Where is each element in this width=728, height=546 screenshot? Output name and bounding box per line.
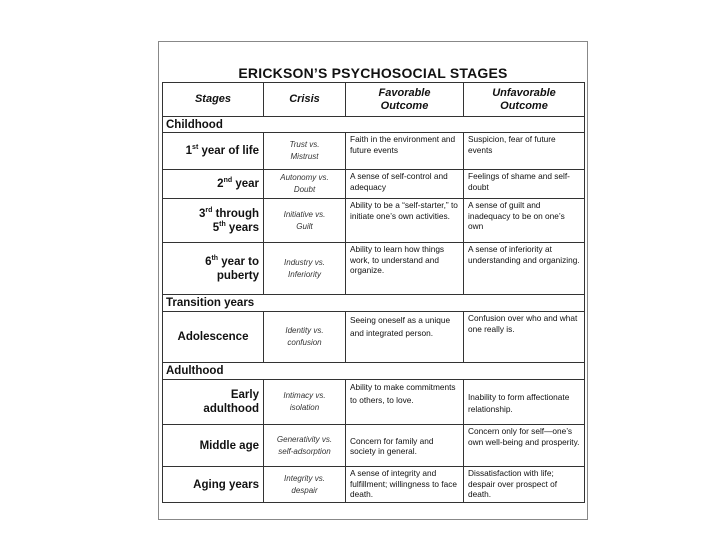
table-row	[163, 467, 585, 503]
stage-cell: Middle age	[163, 425, 264, 467]
stages-table	[162, 82, 585, 503]
favorable-cell: Ability to be a “self-starter,” to initiate one’s own activities.	[346, 199, 464, 243]
stage-line	[167, 255, 259, 269]
crisis-cell	[264, 380, 346, 425]
header-unfavorable-line1: Unfavorable	[492, 86, 556, 99]
stage-text: through	[212, 207, 259, 220]
section-adulthood: Adulthood	[163, 363, 585, 380]
favorable-cell: A sense of self-control and adequacy	[346, 170, 464, 199]
crisis-line: Inferiority	[288, 269, 321, 279]
stage-text: 1	[185, 145, 193, 157]
favorable-cell: Ability to make commitments to others, to love.	[346, 380, 464, 425]
page-title: ERICKSON’S PSYCHOSOCIAL STAGES	[238, 65, 508, 81]
stage-ordinal: th	[211, 254, 219, 262]
unfavorable-cell: Suspicion, fear of future events	[464, 133, 585, 170]
favorable-cell: A sense of integrity and fulfillment; willingness to face death.	[346, 467, 464, 503]
crisis-cell	[264, 243, 346, 295]
stage-ordinal: rd	[205, 206, 213, 214]
crisis-cell	[264, 312, 346, 363]
crisis-cell	[264, 133, 346, 170]
crisis-line: Doubt	[293, 185, 316, 194]
table-row	[163, 380, 585, 425]
crisis-line: Generativity vs.	[276, 434, 333, 444]
favorable-cell: Ability to learn how things work, to understand and organize.	[346, 243, 464, 295]
stage-text: year of life	[198, 145, 259, 157]
stage-cell: Aging years	[163, 467, 264, 503]
crisis-cell	[264, 467, 346, 503]
section-childhood: Childhood	[163, 117, 585, 133]
document-page	[158, 41, 588, 520]
crisis-line: confusion	[287, 338, 322, 347]
table-row	[163, 312, 585, 363]
stage-ordinal: nd	[223, 177, 233, 185]
header-favorable-line2: Outcome	[380, 99, 429, 112]
header-unfavorable-line2: Outcome	[500, 99, 548, 112]
unfavorable-cell: Dissatisfaction with life; despair over prospect of death.	[464, 467, 585, 503]
section-row	[163, 295, 585, 312]
stage-line: adulthood	[203, 403, 259, 415]
stage-cell	[163, 380, 264, 425]
section-row	[163, 363, 585, 380]
header-favorable-line1: Favorable	[378, 86, 431, 99]
stage-text: year	[232, 178, 259, 190]
stage-text: year to	[218, 255, 259, 268]
stage-cell	[163, 243, 264, 295]
stage-cell: Adolescence	[163, 312, 264, 363]
unfavorable-cell: Concern only for self—one’s own well-being and prosperity.	[464, 425, 585, 467]
stage-text: 5	[212, 221, 220, 234]
crisis-cell	[264, 170, 346, 199]
unfavorable-cell: A sense of inferiority at understanding and organizing.	[464, 243, 585, 295]
stage-text: years	[225, 221, 259, 234]
table-row	[163, 243, 585, 295]
crisis-line: Integrity vs.	[284, 473, 325, 483]
crisis-line: Autonomy vs.	[280, 173, 329, 182]
crisis-line: Identity vs.	[285, 326, 324, 335]
header-stages: Stages	[163, 83, 264, 117]
crisis-line: Initiative vs.	[283, 209, 326, 219]
header-unfavorable-outcome	[464, 83, 585, 117]
stage-ordinal: th	[219, 220, 226, 228]
table-row	[163, 133, 585, 170]
table-row	[163, 170, 585, 199]
stage-ordinal: st	[192, 144, 199, 152]
header-favorable-outcome	[346, 83, 464, 117]
unfavorable-cell: Inability to form affectionate relationship.	[464, 380, 585, 425]
stage-cell	[163, 199, 264, 243]
crisis-cell	[264, 199, 346, 243]
table-row	[163, 425, 585, 467]
stage-cell	[163, 170, 264, 199]
crisis-cell	[264, 425, 346, 467]
stage-cell	[163, 133, 264, 170]
crisis-line: Intimacy vs.	[283, 391, 326, 400]
favorable-cell: Faith in the environment and future events	[346, 133, 464, 170]
crisis-line: self-adsorption	[278, 446, 331, 456]
stage-line: Early	[230, 389, 259, 401]
stage-text: 2	[217, 178, 224, 190]
favorable-cell: Seeing oneself as a unique and integrated person.	[346, 312, 464, 363]
header-crisis: Crisis	[264, 83, 346, 117]
unfavorable-cell: Confusion over who and what one really is.	[464, 312, 585, 363]
unfavorable-cell: A sense of guilt and inadequacy to be on one’s own	[464, 199, 585, 243]
crisis-line: despair	[291, 485, 318, 495]
section-transition-years: Transition years	[163, 295, 585, 312]
unfavorable-cell: Feelings of shame and self-doubt	[464, 170, 585, 199]
crisis-line: Mistrust	[290, 152, 319, 161]
stage-line: puberty	[216, 269, 259, 282]
stage-line	[167, 221, 259, 235]
crisis-line: Industry vs.	[284, 257, 325, 267]
stage-text: 6	[205, 255, 212, 268]
crisis-line: isolation	[289, 403, 320, 412]
section-row	[163, 117, 585, 133]
stage-text: 3	[198, 207, 206, 220]
header-row	[163, 83, 585, 117]
table-row	[163, 199, 585, 243]
crisis-line: Trust vs.	[289, 140, 320, 149]
stage-line	[167, 207, 259, 221]
crisis-line: Guilt	[296, 221, 313, 231]
favorable-cell: Concern for family and society in general.	[346, 425, 464, 467]
